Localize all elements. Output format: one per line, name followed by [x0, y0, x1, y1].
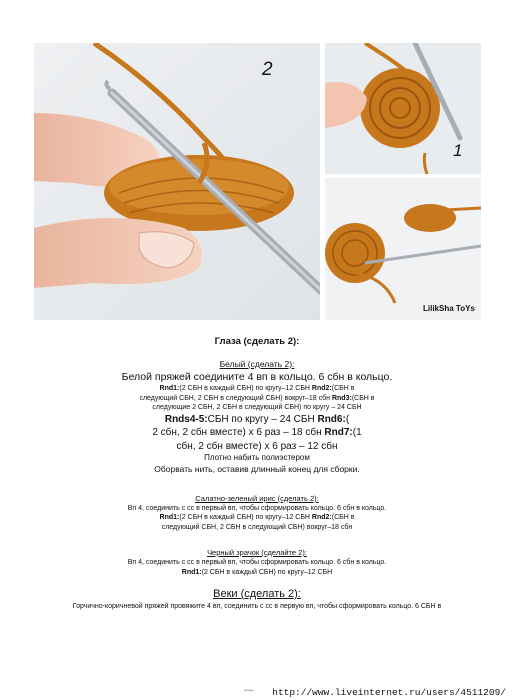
step-number-1: 1 — [453, 141, 463, 160]
white-round-line — [0, 403, 514, 412]
source-url-link[interactable]: http://www.liveinternet.ru/users/4511209/ — [272, 687, 506, 698]
crochet-photo-large — [34, 43, 320, 320]
iris-round-line — [0, 513, 514, 522]
round-text: (2 СБН в каждый СБН) по кругу–12 СБН — [179, 385, 312, 393]
white-finish: Оборвать нить, оставив длинный конец для сборки. — [154, 464, 360, 475]
pupil-title: Черный зрачок (сделайте 2): — [207, 547, 307, 557]
round-text: ( — [345, 413, 350, 425]
pupil-round-line — [0, 568, 514, 577]
white-round-line — [0, 426, 514, 440]
round-text: (СБН в — [331, 514, 355, 522]
round-label: Rnd7: — [324, 427, 353, 439]
crochet-photo-pieces — [325, 178, 481, 320]
round-text: (1 — [352, 427, 362, 439]
white-intro: Белой пряжей соедините 4 вп в кольцо. 6 сбн в кольцо. — [121, 371, 393, 384]
round-label: Rnd3: — [331, 394, 352, 402]
iris-round-line — [0, 523, 514, 532]
brand-watermark: LilikSha ToYs — [423, 304, 475, 313]
round-label: Rnd1: — [159, 514, 180, 522]
white-stuff: Плотно набить полиэстером — [204, 453, 310, 463]
white-title: Белый (сделать 2): — [219, 358, 295, 369]
round-text: следующий СБН, 2 СБН в следующий СБН) вокруг–18 сбн — [139, 394, 332, 402]
photo-step-1 — [325, 43, 481, 174]
round-label: Rnd2: — [311, 514, 332, 522]
round-text: (2 СБН в каждый СБН) по кругу–12 СБН — [179, 514, 312, 522]
iris-title: Салатно-зеленый ирис (сделать 2): — [195, 493, 319, 503]
white-rounds-1-3 — [0, 384, 514, 393]
photo-collage — [0, 0, 514, 330]
round-text: 2 сбн, 2 сбн вместе) х 6 раз – 18 сбн — [152, 427, 325, 439]
round-text: следующий СБН, 2 СБН в следующий СБН) вокруг–18 сбн — [161, 523, 353, 531]
round-label: Rnds4-5: — [164, 413, 208, 425]
round-text: (СБН в — [351, 394, 375, 402]
white-round-line — [0, 394, 514, 403]
round-text: сбн, 2 сбн вместе) х 6 раз – 12 сбн — [176, 440, 338, 452]
lids-intro: Горчично-коричневой пряжей провяжите 4 вп, соединить с сс в первую вп, чтобы сформировать кольцо. 6 СБН в — [72, 602, 442, 610]
pattern-text — [0, 336, 514, 611]
pupil-intro: Вп 4, соединить с сс в первый вп, чтобы сформировать кольцо. 6 сбн в кольцо. — [127, 559, 387, 567]
photo-step-2 — [34, 43, 320, 320]
step-number-2: 2 — [262, 59, 273, 80]
white-round-line — [0, 413, 514, 427]
round-text: (2 СБН в каждый СБН) по кругу–12 СБН — [201, 568, 333, 576]
photo-finished-pieces — [325, 178, 481, 320]
round-label: Rnd1: — [159, 385, 180, 393]
round-label: Rnd2: — [311, 385, 332, 393]
iris-intro: Вп 4, соединить с сс в первый вп, чтобы сформировать кольцо. 6 сбн в кольцо. — [127, 504, 387, 512]
section-heading: Глаза (сделать 2): — [214, 336, 300, 347]
round-label: Rnd1: — [181, 568, 202, 576]
round-text: (СБН в — [331, 385, 355, 393]
footer-tiny-text: кольцо — [244, 688, 254, 692]
round-text: СБН по кругу – 24 СБН — [207, 413, 318, 425]
lids-title: Веки (сделать 2): — [213, 587, 301, 600]
white-round-line — [0, 440, 514, 454]
round-text: следующие 2 СБН, 2 СБН в следующий СБН) по кругу – 24 СБН — [152, 404, 362, 412]
round-label: Rnd6: — [317, 413, 346, 425]
